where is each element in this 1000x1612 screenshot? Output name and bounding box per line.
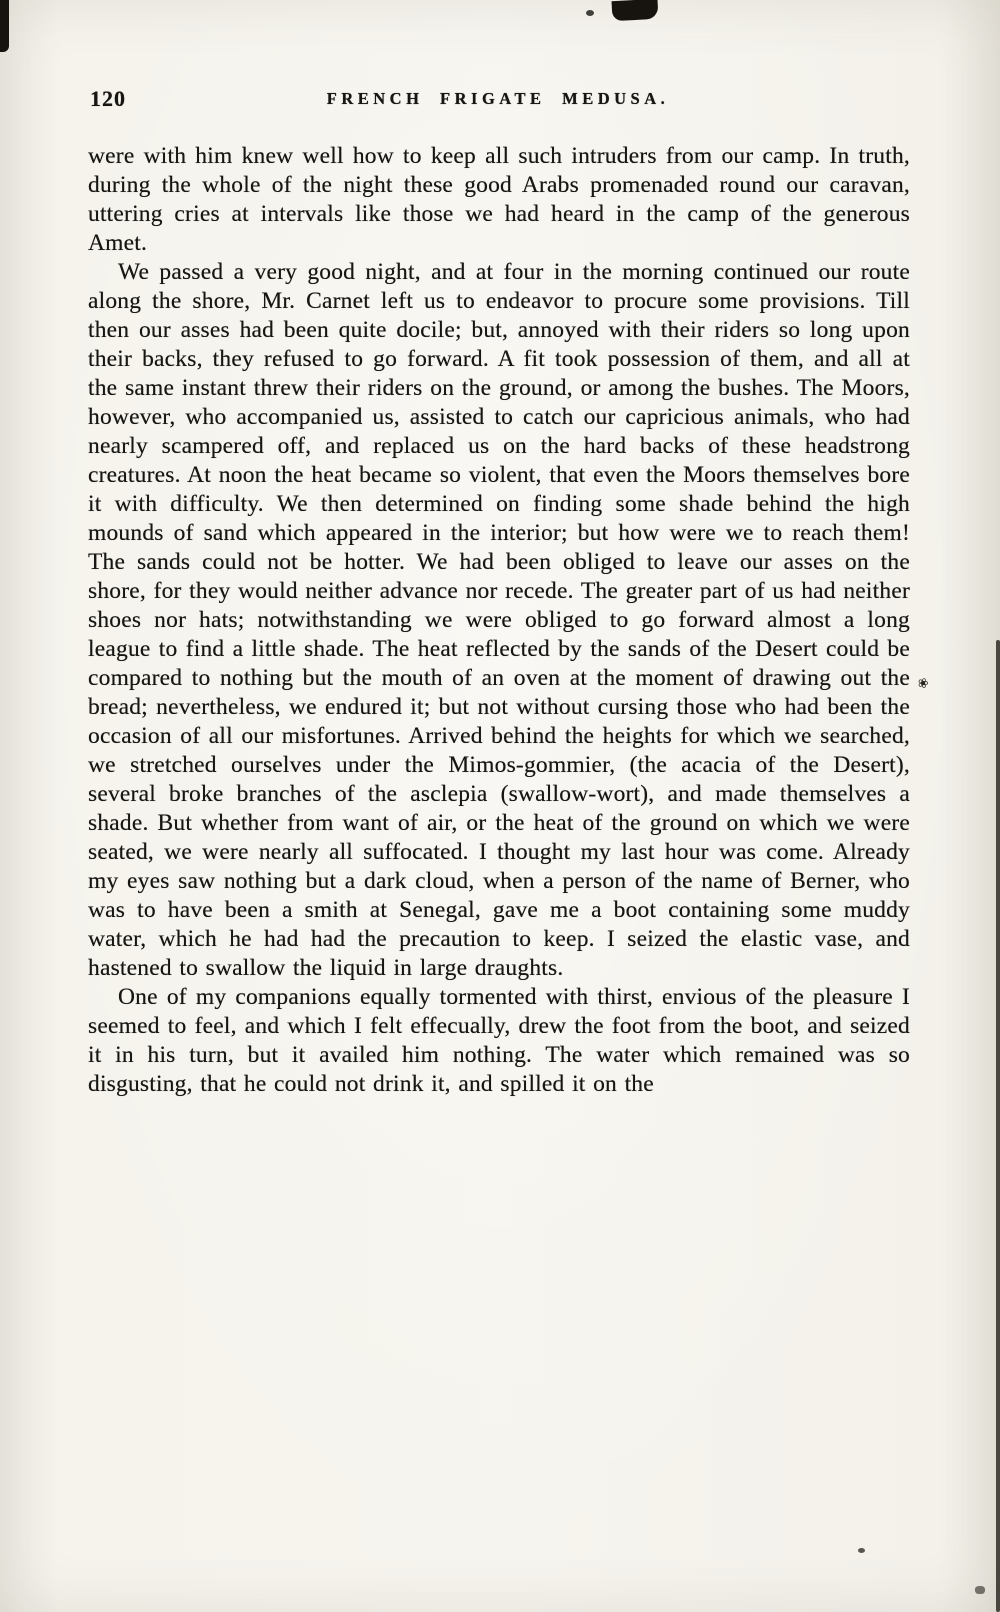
paragraph: We passed a very good night, and at four in the morning continued our route along the shore, Mr. Carnet left us to endeavor to procure some provisions. Till then our asses had been quite docile; but, annoyed with their riders so long upon their backs, they refused to go forward. A fit took possession of them, and all at the same instant threw their riders on the ground, or among the bushes. The Moors, however, who accompanied us, assisted to catch our capricious animals, who had nearly scampered off, and replaced us on the hard backs of these headstrong creatures. At noon the heat became so violent, that even the Moors themselves bore it with difficulty. We then determined on finding some shade behind the high mounds of sand which appeared in the interior; but how were we to reach them! The sands could not be hotter. We had been obliged to leave our asses on the shore, for they would neither advance nor recede. The greater part of us had neither shoes nor hats; notwithstanding we were obliged to go forward almost a long league to find a little shade. The heat reflected by the sands of the Desert could be compared to nothing but the mouth of an oven at the moment of drawing out the bread; nevertheless, we endured it; but not without cursing those who had been the occasion of all our misfortunes. Arrived behind the heights for which we searched, we stretched ourselves under the Mimos-gommier, (the acacia of the Desert), several broke branches of the asclepia (swallow-wort), and made themselves a shade. But whether from want of air, or the heat of the ground on which we were seated, we were nearly all suffocated. I thought my last hour was come. Already my eyes saw nothing but a dark cloud, when a person of the name of Berner, who was to have been a smith at Senegal, gave me a boot containing some muddy water, which he had had the precaution to keep. I seized the elastic vase, and hastened to swallow the liquid in large draughts. xyxy=(88,259,910,981)
scan-artifact-top-speck xyxy=(586,10,594,16)
scan-artifact-bottom-right xyxy=(975,1586,985,1594)
page-number: 120 xyxy=(90,86,126,111)
scan-artifact-top-left xyxy=(0,0,9,52)
scan-artifact-right-edge xyxy=(996,640,1000,1612)
paragraph: were with him knew well how to keep all such intruders from our camp. In truth, during the whole of the night these good Arabs promenaded round our caravan, uttering cries at intervals like those we had heard in the camp of the generous Amet. xyxy=(88,143,910,256)
page-header xyxy=(88,86,908,118)
scan-artifact-margin-mark: ❀ xyxy=(915,674,931,692)
running-title: FRENCH FRIGATE MEDUSA. xyxy=(326,89,670,108)
page-body xyxy=(88,142,910,1099)
paragraph: One of my companions equally tormented with thirst, envious of the pleasure I seemed to feel, and which I felt effecually, drew the foot from the boot, and seized it in his turn, but it availed him nothing. The water which remained was so disgusting, that he could not drink it, and spilled it on the xyxy=(88,984,910,1097)
scan-artifact-top-blob xyxy=(612,0,659,21)
scan-artifact-bottom-speck xyxy=(858,1548,865,1553)
